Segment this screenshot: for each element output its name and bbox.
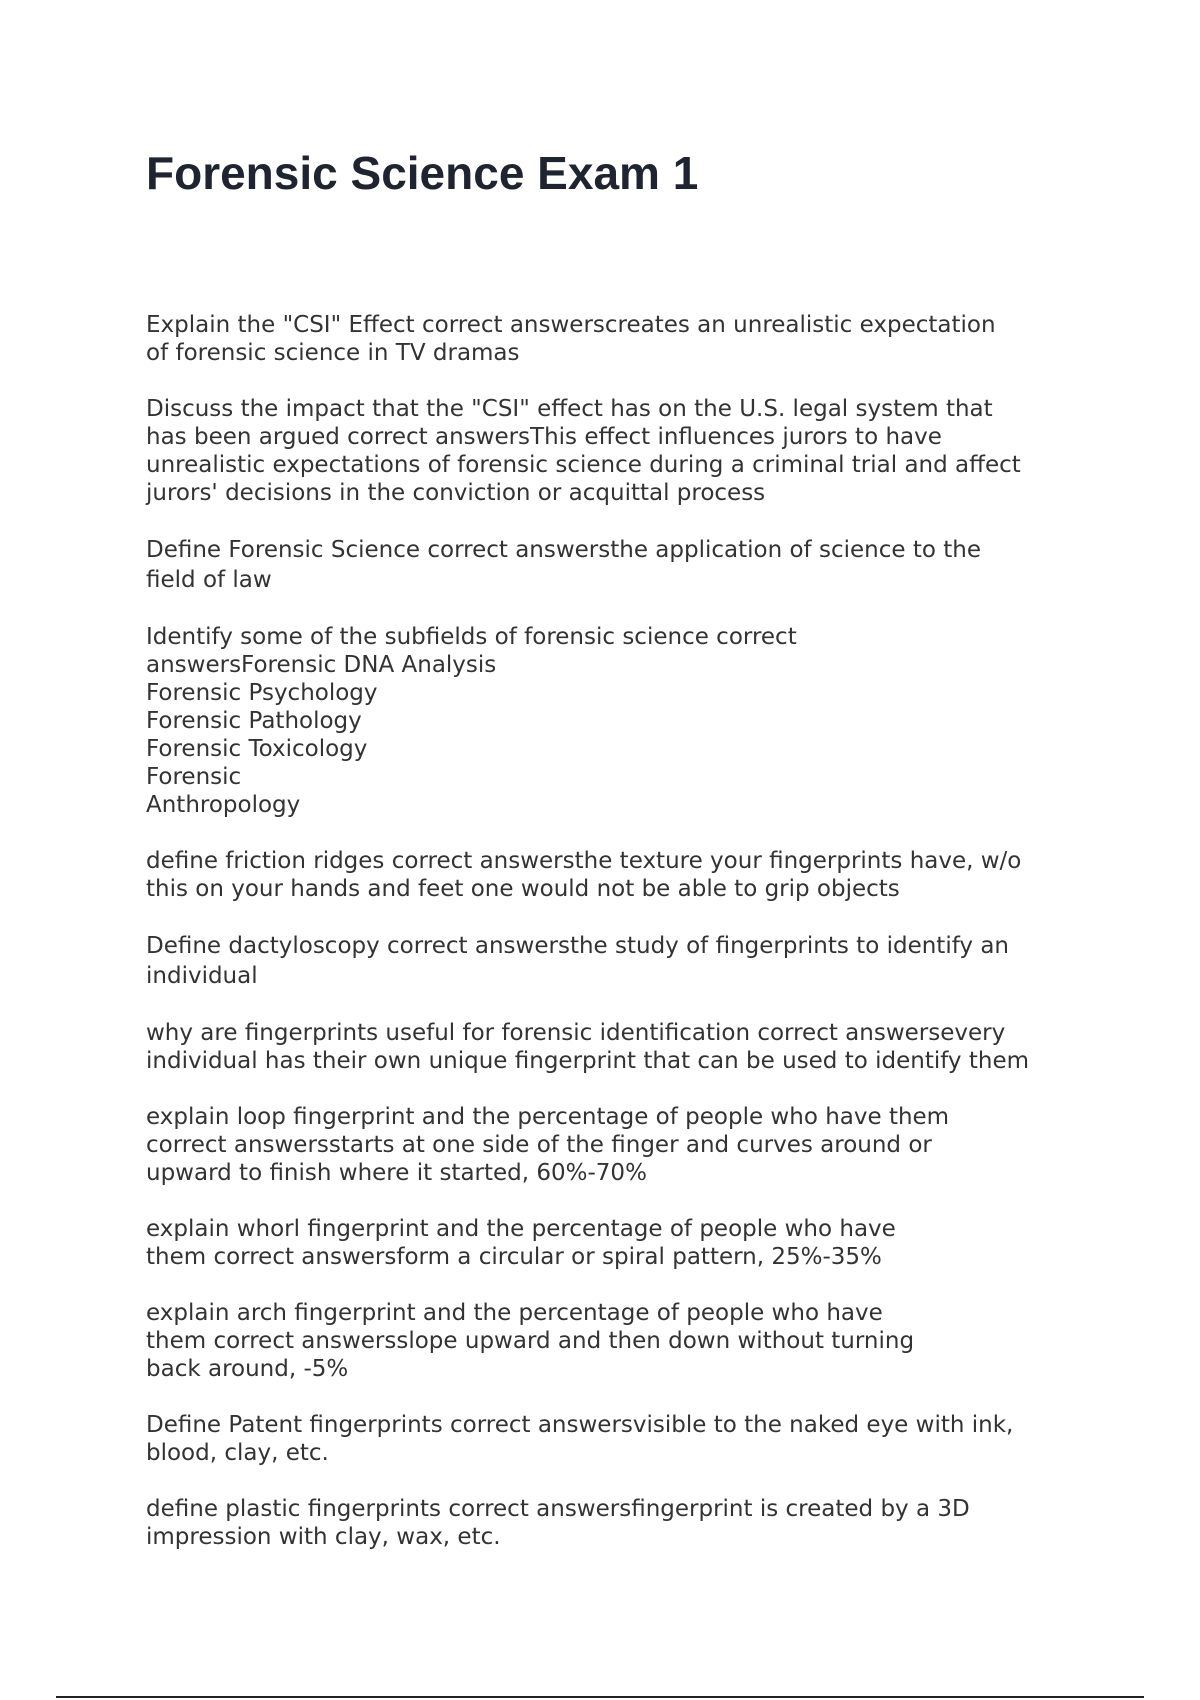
text-line: individual has their own unique fingerprint that can be used to identify them [146,1048,1029,1074]
text-line: Explain the "CSI" Effect correct answerscreates an unrealistic expectation [146,312,996,338]
qa-item-patent-fingerprints [146,1411,1076,1467]
text-line: field of law [146,567,272,593]
page-title: Forensic Science Exam 1 [146,147,699,199]
text-line: Discuss the impact that the "CSI" effect has on the U.S. legal system that [146,396,993,422]
text-line: blood, clay, etc. [146,1440,329,1466]
text-line: Identify some of the subfields of forensic science correct [146,624,797,650]
text-line: define friction ridges correct answersthe texture your fingerprints have, w/o [146,848,1022,874]
text-line: define plastic fingerprints correct answersfingerprint is created by a 3D [146,1496,970,1522]
qa-item-fingerprint-usefulness [146,1019,1076,1075]
question-answer-list [146,311,1076,1579]
text-line: Forensic Pathology [146,708,362,734]
qa-item-loop-fingerprint [146,1103,1076,1187]
qa-item-csi-effect [146,311,1076,367]
qa-item-arch-fingerprint [146,1299,1076,1383]
footer-divider [56,1696,1144,1698]
qa-item-whorl-fingerprint [146,1215,1076,1271]
text-line: Define Patent fingerprints correct answersvisible to the naked eye with ink, [146,1412,1014,1438]
qa-item-subfields [146,623,1076,819]
text-line: correct answersstarts at one side of the finger and curves around or [146,1132,932,1158]
text-line: has been argued correct answersThis effect influences jurors to have [146,424,942,450]
text-line: answersForensic DNA Analysis [146,652,497,678]
text-line: Define Forensic Science correct answersthe application of science to the [146,537,981,563]
text-line: this on your hands and feet one would not be able to grip objects [146,876,900,902]
qa-item-dactyloscopy [146,931,1076,991]
text-line: them correct answersform a circular or spiral pattern, 25%-35% [146,1244,882,1270]
text-line: why are fingerprints useful for forensic identification correct answersevery [146,1020,1006,1046]
text-line: explain loop fingerprint and the percentage of people who have them [146,1104,950,1130]
text-line: Forensic [146,764,242,790]
qa-item-forensic-science [146,535,1076,595]
text-line: Forensic Toxicology [146,736,368,762]
text-line: Define dactyloscopy correct answersthe study of fingerprints to identify an [146,933,1009,959]
text-line: of forensic science in TV dramas [146,340,520,366]
text-line: individual [146,963,258,989]
text-line: Anthropology [146,792,301,818]
qa-item-plastic-fingerprints [146,1495,1076,1551]
text-line: them correct answersslope upward and then down without turning [146,1328,915,1354]
qa-item-friction-ridges [146,847,1076,903]
text-line: explain arch fingerprint and the percentage of people who have [146,1300,883,1326]
text-line: impression with clay, wax, etc. [146,1524,501,1550]
qa-item-csi-impact [146,395,1076,507]
text-line: jurors' decisions in the conviction or acquittal process [146,480,766,506]
text-line: Forensic Psychology [146,680,378,706]
text-line: upward to finish where it started, 60%-70% [146,1160,647,1186]
text-line: unrealistic expectations of forensic science during a criminal trial and affect [146,452,1021,478]
text-line: explain whorl fingerprint and the percentage of people who have [146,1216,896,1242]
text-line: back around, -5% [146,1356,349,1382]
